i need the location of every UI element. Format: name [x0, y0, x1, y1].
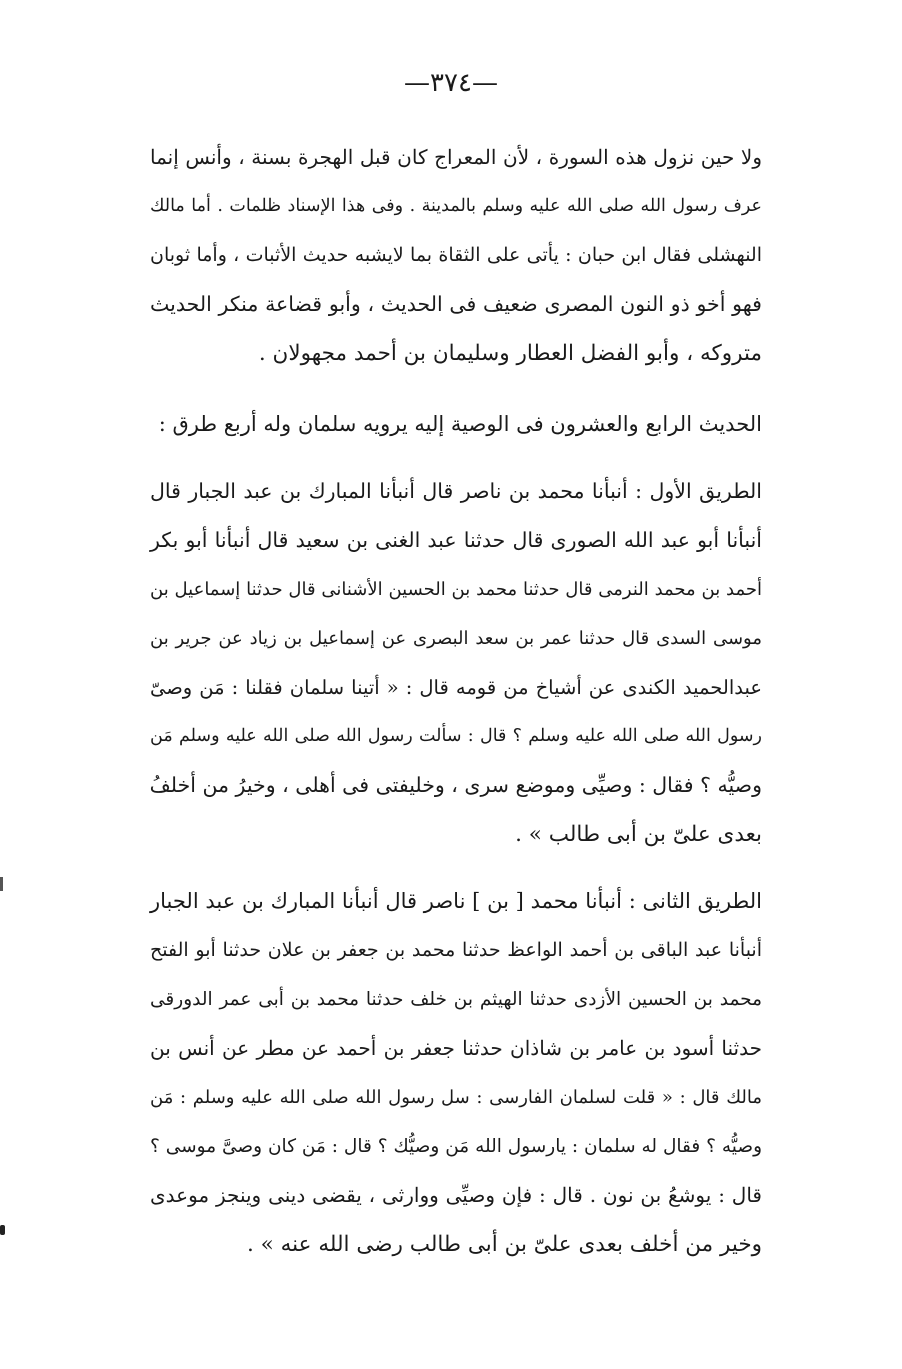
paragraph-first-chain: [150, 467, 762, 859]
text-line: حدثنا أسود بن عامر بن شاذان حدثنا جعفر بن أحمد عن مطر عن أنس بن: [150, 1036, 762, 1060]
paragraph-hadith-heading: [150, 400, 762, 449]
text-line: ولا حين نزول هذه السورة ، لأن المعراج كان قبل الهجرة بسنة ، وأنس إنما: [150, 145, 762, 169]
text-line: أنبأنا أبو عبد الله الصورى قال حدثنا عبد الغنى بن سعيد قال أنبأنا أبو بكر: [150, 528, 762, 552]
text-line: وصيُّه ؟ فقال : وصيِّى وموضع سرى ، وخليفتى فى أهلى ، وخيرُ من أخلفُ: [149, 773, 762, 797]
text-line: فهو أخو ذو النون المصرى ضعيف فى الحديث ، وأبو قضاعة منكر الحديث: [150, 292, 762, 316]
scan-margin-mark: [0, 1225, 5, 1235]
scan-margin-mark: [0, 877, 3, 891]
text-line: عبدالحميد الكندى عن أشياخ من قومه قال : « أتينا سلمان فقلنا : مَن وصىّ: [150, 676, 762, 699]
text-line: بعدى علىّ بن أبى طالب » .: [515, 822, 762, 847]
text-line: وصيُّه ؟ فقال له سلمان : يارسول الله مَن وصيُّك ؟ قال : مَن كان وصىَّ موسى ؟: [150, 1136, 762, 1157]
text-line: أنبأنا عبد الباقى بن أحمد الواعظ حدثنا محمد بن جعفر بن علان حدثنا أبو الفتح: [150, 939, 762, 961]
text-line: محمد بن الحسين الأزدى حدثنا الهيثم بن خلف حدثنا محمد بن أبى عمر الدورقى: [150, 989, 762, 1010]
text-line: مالك قال : « قلت لسلمان الفارسى : سل رسول الله صلى الله عليه وسلم : مَن: [150, 1087, 762, 1108]
text-line: الطريق الأول : أنبأنا محمد بن ناصر قال أنبأنا المبارك بن عبد الجبار قال: [150, 479, 762, 503]
text-line: رسول الله صلى الله عليه وسلم ؟ قال : سألت رسول الله صلى الله عليه وسلم مَن: [150, 726, 762, 746]
text-line: عرف رسول الله صلى الله عليه وسلم بالمدينة . وفى هذا الإسناد ظلمات . أما مالك: [150, 196, 762, 216]
text-line: متروكه ، وأبو الفضل العطار وسليمان بن أحمد مجهولان .: [258, 341, 762, 366]
paragraph-narrator-criticism: [150, 133, 762, 378]
section-heading: الحديث الرابع والعشرون فى الوصية إليه يرويه سلمان وله أربع طرق :: [158, 412, 762, 436]
text-line: أحمد بن محمد النرمى قال حدثنا محمد بن الحسين الأشنانى قال حدثنا إسماعيل بن: [150, 579, 762, 600]
text-line: قال : يوشعُ بن نون . قال : فإن وصيِّى ووارثى ، يقضى دينى وينجز موعدى: [150, 1183, 762, 1207]
text-line: وخير من أخلف بعدى علىّ بن أبى طالب رضى الله عنه » .: [246, 1232, 762, 1257]
text-line: موسى السدى قال حدثنا عمر بن سعد البصرى عن إسماعيل بن زياد عن جرير بن: [150, 628, 762, 649]
text-line: الطريق الثانى : أنبأنا محمد [ بن ] ناصر قال أنبأنا المبارك بن عبد الجبار: [150, 889, 762, 913]
text-line: النهشلى فقال ابن حبان : يأتى على الثقاة بما لايشبه حديث الأثبات ، وأما ثوبان: [150, 244, 762, 266]
paragraph-second-chain: [150, 877, 762, 1269]
page-number: —٣٧٤—: [404, 68, 498, 98]
